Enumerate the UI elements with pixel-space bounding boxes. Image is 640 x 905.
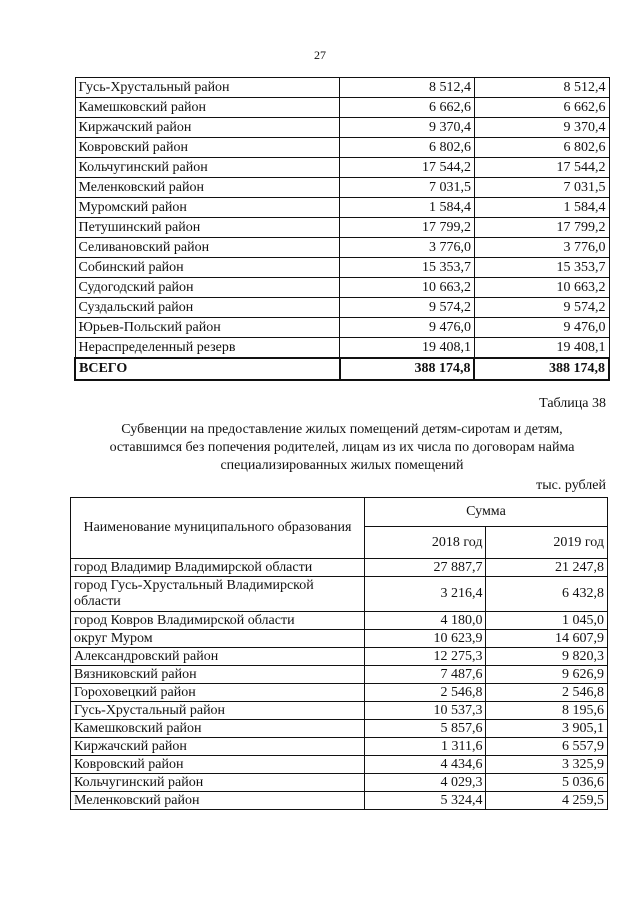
column-header-2019: 2019 год <box>486 527 608 559</box>
total-row <box>75 358 609 380</box>
row-name-cell: город Владимир Владимирской области <box>71 559 365 577</box>
table-row <box>71 756 608 774</box>
table-row <box>71 648 608 666</box>
table-title-line: оставшимся без попечения родителей, лицам из их числа по договорам найма <box>109 440 575 455</box>
value-2018-cell: 17 544,2 <box>340 158 475 178</box>
column-header-sum: Сумма <box>364 498 607 527</box>
row-name-cell: Гусь-Хрустальный район <box>75 78 340 98</box>
value-2018-cell: 9 574,2 <box>340 298 475 318</box>
value-2019-cell: 9 574,2 <box>474 298 609 318</box>
value-2018-cell: 2 546,8 <box>364 684 486 702</box>
row-name-cell: Киржачский район <box>75 118 340 138</box>
value-2019-cell: 388 174,8 <box>474 358 609 380</box>
table-title <box>74 421 610 475</box>
column-header-name: Наименование муниципального образования <box>71 498 365 559</box>
table-row <box>71 792 608 810</box>
table-number-label: Таблица 38 <box>539 396 606 411</box>
table-title-line: специализированных жилых помещений <box>220 458 464 473</box>
value-2018-cell: 10 537,3 <box>364 702 486 720</box>
value-2019-cell: 6 432,8 <box>486 577 608 612</box>
value-2019-cell: 2 546,8 <box>486 684 608 702</box>
value-2019-cell: 6 557,9 <box>486 738 608 756</box>
value-2019-cell: 10 663,2 <box>474 278 609 298</box>
value-2018-cell: 7 487,6 <box>364 666 486 684</box>
value-2018-cell: 5 857,6 <box>364 720 486 738</box>
table-row <box>71 738 608 756</box>
value-2019-cell: 14 607,9 <box>486 630 608 648</box>
value-2019-cell: 3 905,1 <box>486 720 608 738</box>
table-row <box>75 238 609 258</box>
value-2018-cell: 6 662,6 <box>340 98 475 118</box>
value-2019-cell: 8 195,6 <box>486 702 608 720</box>
table-row <box>75 258 609 278</box>
row-name-cell: Нераспределенный резерв <box>75 338 340 359</box>
value-2018-cell: 3 776,0 <box>340 238 475 258</box>
value-2018-cell: 4 029,3 <box>364 774 486 792</box>
table-row <box>75 278 609 298</box>
value-2018-cell: 10 663,2 <box>340 278 475 298</box>
table-row <box>71 666 608 684</box>
orphan-housing-subsidy-table <box>70 497 608 810</box>
table-row <box>75 118 609 138</box>
value-2018-cell: 4 180,0 <box>364 612 486 630</box>
value-2018-cell: 6 802,6 <box>340 138 475 158</box>
row-name-cell: Кольчугинский район <box>71 774 365 792</box>
value-2018-cell: 1 584,4 <box>340 198 475 218</box>
value-2018-cell: 9 476,0 <box>340 318 475 338</box>
table-row <box>71 774 608 792</box>
value-2019-cell: 3 325,9 <box>486 756 608 774</box>
row-name-cell: Киржачский район <box>71 738 365 756</box>
value-2019-cell: 15 353,7 <box>474 258 609 278</box>
table-row <box>75 138 609 158</box>
value-2018-cell: 8 512,4 <box>340 78 475 98</box>
value-2019-cell: 9 370,4 <box>474 118 609 138</box>
value-2019-cell: 9 820,3 <box>486 648 608 666</box>
value-2019-cell: 4 259,5 <box>486 792 608 810</box>
table-row <box>75 98 609 118</box>
value-2018-cell: 7 031,5 <box>340 178 475 198</box>
row-name-cell: Кольчугинский район <box>75 158 340 178</box>
value-2018-cell: 10 623,9 <box>364 630 486 648</box>
table-row <box>71 577 608 612</box>
value-2019-cell: 21 247,8 <box>486 559 608 577</box>
row-name-cell: ВСЕГО <box>75 358 340 380</box>
table-row <box>71 702 608 720</box>
value-2018-cell: 3 216,4 <box>364 577 486 612</box>
table-row <box>75 298 609 318</box>
row-name-cell: Петушинский район <box>75 218 340 238</box>
value-2019-cell: 3 776,0 <box>474 238 609 258</box>
row-name-cell: Камешковский район <box>71 720 365 738</box>
table-row <box>75 218 609 238</box>
value-2019-cell: 19 408,1 <box>474 338 609 359</box>
row-name-cell: Ковровский район <box>75 138 340 158</box>
table-row <box>75 318 609 338</box>
row-name-cell: город Гусь-Хрустальный Владимирской области <box>71 577 365 612</box>
value-2018-cell: 1 311,6 <box>364 738 486 756</box>
table-row <box>75 78 609 98</box>
value-2018-cell: 5 324,4 <box>364 792 486 810</box>
row-name-cell: город Ковров Владимирской области <box>71 612 365 630</box>
value-2019-cell: 8 512,4 <box>474 78 609 98</box>
value-2019-cell: 9 476,0 <box>474 318 609 338</box>
value-2018-cell: 12 275,3 <box>364 648 486 666</box>
row-name-cell: Собинский район <box>75 258 340 278</box>
row-name-cell: Суздальский район <box>75 298 340 318</box>
value-2018-cell: 19 408,1 <box>340 338 475 359</box>
value-2019-cell: 7 031,5 <box>474 178 609 198</box>
table-row <box>71 612 608 630</box>
table-row <box>75 178 609 198</box>
row-name-cell: Гусь-Хрустальный район <box>71 702 365 720</box>
table-row <box>71 559 608 577</box>
value-2019-cell: 17 799,2 <box>474 218 609 238</box>
row-name-cell: Юрьев-Польский район <box>75 318 340 338</box>
table-row <box>75 158 609 178</box>
row-name-cell: Селивановский район <box>75 238 340 258</box>
row-name-cell: Камешковский район <box>75 98 340 118</box>
value-2019-cell: 1 045,0 <box>486 612 608 630</box>
row-name-cell: Вязниковский район <box>71 666 365 684</box>
value-2018-cell: 17 799,2 <box>340 218 475 238</box>
value-2019-cell: 17 544,2 <box>474 158 609 178</box>
subsidy-table-continued <box>74 77 610 381</box>
row-name-cell: округ Муром <box>71 630 365 648</box>
table-row <box>71 720 608 738</box>
value-2018-cell: 4 434,6 <box>364 756 486 774</box>
row-name-cell: Меленковский район <box>71 792 365 810</box>
table-row <box>75 198 609 218</box>
table-row <box>71 630 608 648</box>
value-2019-cell: 5 036,6 <box>486 774 608 792</box>
value-2019-cell: 6 802,6 <box>474 138 609 158</box>
value-2018-cell: 388 174,8 <box>340 358 475 380</box>
row-name-cell: Муромский район <box>75 198 340 218</box>
page-number: 27 <box>314 48 326 62</box>
row-name-cell: Судогодский район <box>75 278 340 298</box>
value-2019-cell: 9 626,9 <box>486 666 608 684</box>
column-header-2018: 2018 год <box>364 527 486 559</box>
value-2019-cell: 6 662,6 <box>474 98 609 118</box>
table-row <box>75 338 609 359</box>
table-title-line: Субвенции на предоставление жилых помещений детям-сиротам и детям, <box>121 422 563 437</box>
row-name-cell: Ковровский район <box>71 756 365 774</box>
value-2019-cell: 1 584,4 <box>474 198 609 218</box>
row-name-cell: Гороховецкий район <box>71 684 365 702</box>
row-name-cell: Александровский район <box>71 648 365 666</box>
value-2018-cell: 9 370,4 <box>340 118 475 138</box>
value-2018-cell: 27 887,7 <box>364 559 486 577</box>
value-2018-cell: 15 353,7 <box>340 258 475 278</box>
row-name-cell: Меленковский район <box>75 178 340 198</box>
units-label: тыс. рублей <box>536 478 606 493</box>
table-row <box>71 684 608 702</box>
